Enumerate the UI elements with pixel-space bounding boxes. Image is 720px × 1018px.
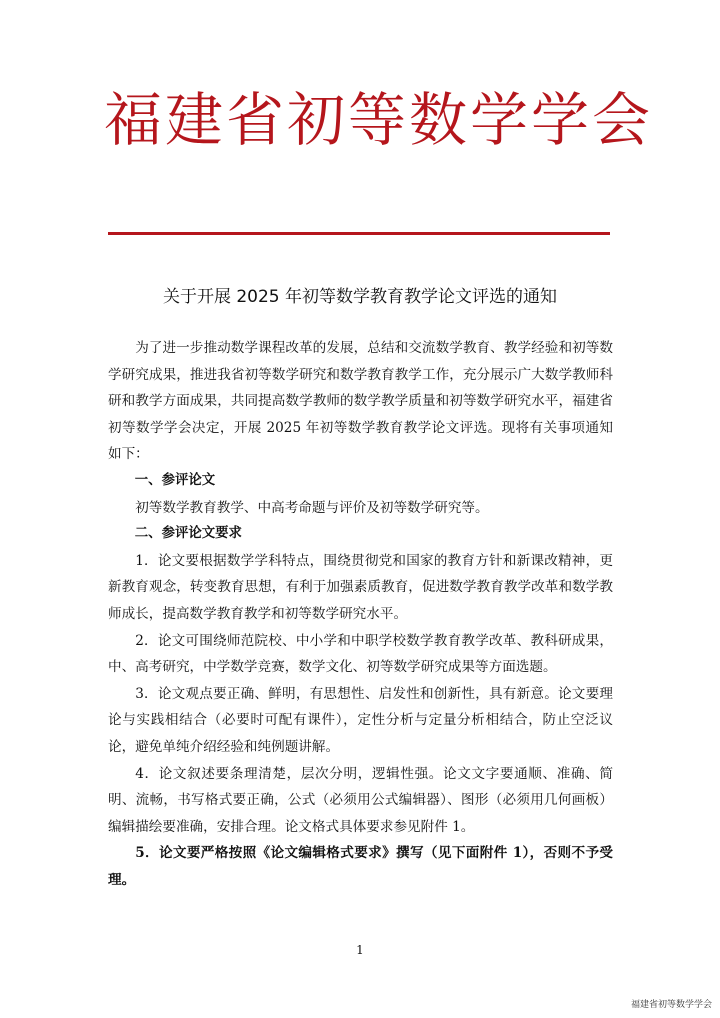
requirement-item-3: 3．论文观点要正确、鲜明，有思想性、启发性和创新性，具有新意。论文要理论与实践相结合（必要时可配有课件），定性分析与定量分析相结合，防止空泛议论，避免单纯介绍经验和纯例题讲解。 [108,685,613,755]
section-heading-requirements: 二、参评论文要求 [134,526,242,542]
intro-paragraph: 为了进一步推动数学课程改革的发展，总结和交流数学教育、教学经验和初等数学研究成果，推进我省初等数学研究和数学教育教学工作，充分展示广大数学教师科研和教学方面成果，共同提高数学教师的数学教学质量和初等数学研究水平，福建省初等数学学会决定，开展 2025 年初等数学教育教学论文评选。现将有关事项通知如下： [108,340,613,463]
section-text-papers: 初等数学教育教学、中高考命题与评价及初等数学研究等。 [135,499,489,516]
requirement-item-1: 1．论文要根据数学学科特点，围绕贯彻党和国家的教育方针和新课改精神，更新教育观念，转变教育思想，有利于加强素质教育，促进数学教育教学改革和数学教师成长，提高数学教育教学和初等数学研究水平。 [108,552,613,622]
requirement-item-2: 2．论文可围绕师范院校、中小学和中职学校数学教育教学改革、教科研成果，中、高考研究，中学数学竞赛，数学文化、初等数学研究成果等方面选题。 [108,632,613,676]
requirement-item-5: 5．论文要严格按照《论文编辑格式要求》撰写（见下面附件 1），否则不予受理。 [108,845,613,888]
section-heading-papers: 一、参评论文 [134,472,216,488]
notice-body [108,335,613,893]
source-watermark: 福建省初等数学学会 [630,1000,712,1010]
page-number: 1 [356,943,364,957]
notice-title: 关于开展 2025 年初等数学教育教学论文评选的通知 [162,287,558,307]
organization-letterhead: 福建省初等数学学会 [104,86,654,154]
requirement-item-4: 4．论文叙述要条理清楚，层次分明，逻辑性强。论文文字要通顺、准确、简明、流畅，书写格式要正确，公式（必须用公式编辑器）、图形（必须用几何画板）编辑描绘要准确，安排合理。论文格式具体要求参见附件 1。 [108,765,613,835]
letterhead-divider [108,232,610,235]
